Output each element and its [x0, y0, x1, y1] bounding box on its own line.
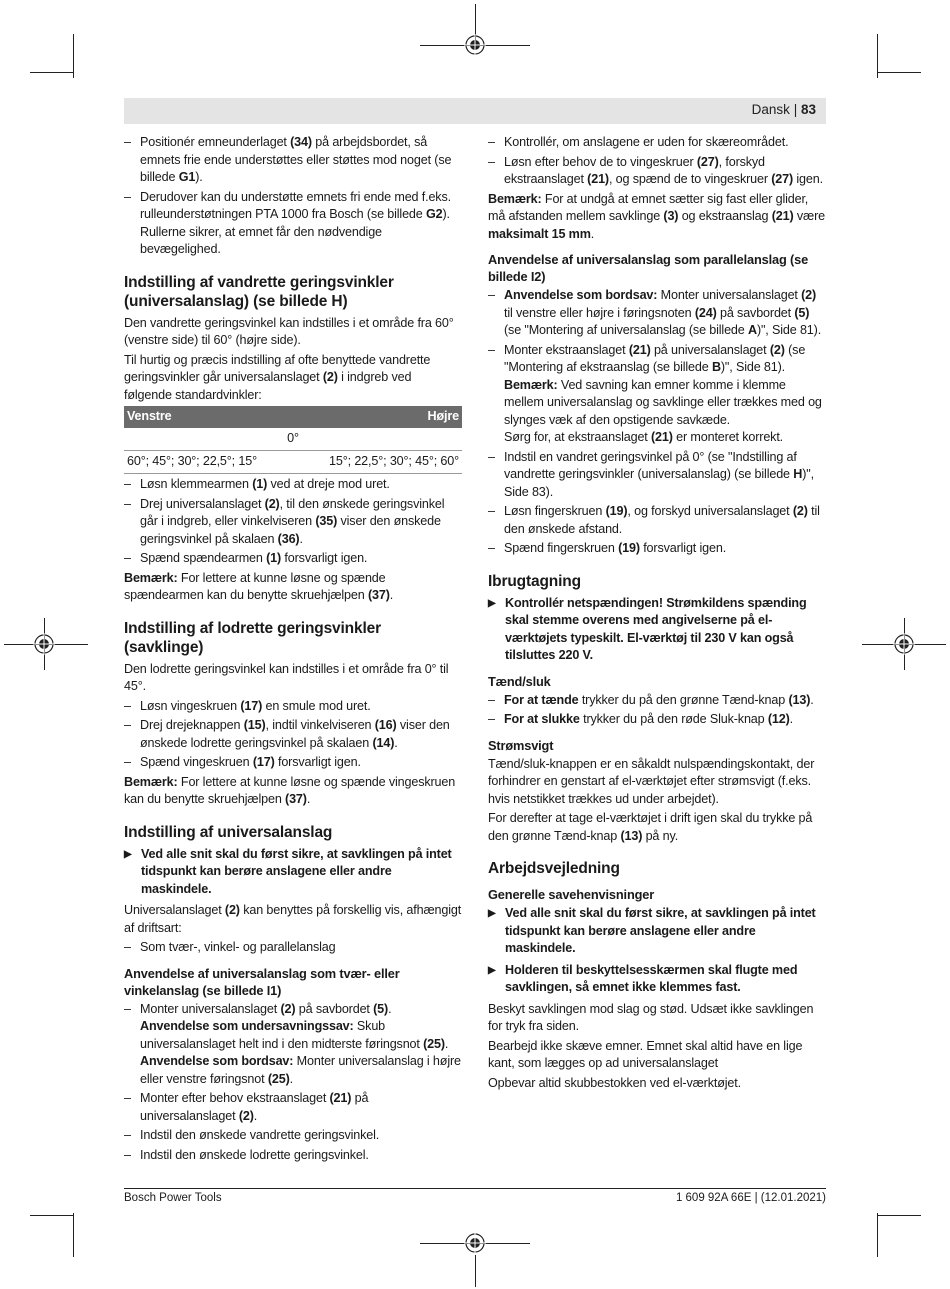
bold-run: For at slukke [504, 712, 580, 726]
paragraph: Tænd/sluk-knappen er en såkaldt nulspændingskontakt, der forhindrer en genstart af el-værktøjet efter strømsvigt (f.eks. hvis netstikket trækkes ud under arbejdet). [488, 756, 815, 806]
paragraph: Beskyt savklingen mod slag og stød. Udsæt ikke savklingen for tryk fra siden. [488, 1001, 814, 1033]
list-item: – Spænd vingeskruen (17) forsvarligt igen. [124, 754, 462, 772]
bold-run: (17) [252, 755, 275, 769]
table-header-row [124, 406, 462, 428]
bold-run: (3) [663, 209, 679, 223]
bold-run: For at tænde [504, 692, 579, 707]
bold-run: (37) [367, 588, 390, 602]
list-item: – Positionér emneunderlaget (34) på arbejdsbordet, så emnets frie ende understøttes eller støttes mod noget (se billede G1). [124, 134, 462, 187]
list-item: – Derudover kan du understøtte emnets fri ende med f.eks. rulleunderstøtningen PTA 1000 fra Bosch (se billede G2). Rullerne sikrer, at emnet får den nødvendige bevægelighed. [124, 189, 462, 259]
list-item: – Løsn klemmearmen (1) ved at dreje mod uret. [124, 476, 462, 494]
bold-run: (27) [771, 172, 794, 186]
crop-mark [30, 1215, 74, 1216]
note: Bemærk: For lettere at kunne løsne og spænde vingeskruen kan du benytte skruehjælpen (37). [124, 774, 456, 806]
safety-warning: ▶ Holderen til beskyttelsesskærmen skal flugte med savklingen, så emnet ikke klemmes fast. [488, 962, 826, 997]
table-header-right: Højre [293, 406, 462, 428]
table-header-left: Venstre [124, 406, 293, 428]
bold-run: (15) [243, 718, 266, 732]
safety-warning: ▶ Ved alle snit skal du først sikre, at savklingen på intet tidspunkt kan berøre anslagene eller andre maskindele. [488, 905, 826, 958]
subsection-heading-power-failure: Strømsvigt [488, 737, 554, 753]
footer-rule [124, 1188, 826, 1189]
standard-angles-table [124, 406, 462, 474]
bold-run: (5) [794, 305, 810, 320]
list-item: – Drej universalanslaget (2), til den ønskede geringsvinkel går i indgreb, eller vinkelviseren (35) viser den ønskede geringsvinkel på skalaen (36). [124, 496, 462, 549]
bold-run: (2) [238, 1108, 254, 1123]
section-heading-start-up: Ibrugtagning [488, 572, 581, 590]
section-heading-working-advice: Arbejdsvejledning [488, 860, 620, 877]
paragraph: For derefter at tage el-værktøjet i drift igen skal du trykke på den grønne Tænd-knap (13) på ny. [488, 811, 813, 843]
bold-run: (21) [587, 172, 609, 186]
registration-target-icon [464, 1232, 486, 1254]
bold-run: (34) [290, 135, 312, 149]
bold-run: (2) [264, 496, 280, 511]
subsection-heading-cross-fence: Anvendelse af universalanslag som tvær- eller vinkelanslag (se billede I1) [124, 965, 400, 998]
bold-run: (21) [329, 1091, 352, 1105]
bold-run: Bemærk: [124, 570, 178, 585]
bold-run: (35) [315, 514, 338, 528]
bold-run: H [793, 467, 803, 481]
bold-run: (2) [322, 370, 338, 384]
bold-run: Bemærk: [488, 191, 542, 206]
bold-run: (19) [605, 504, 628, 518]
table-row [124, 451, 462, 474]
list-item: – Spænd fingerskruen (19) forsvarligt igen. [488, 540, 826, 558]
list-item: – Løsn fingerskruen (19), og forskyd universalanslaget (2) til den ønskede afstand. [488, 503, 826, 538]
bold-run: (16) [374, 718, 397, 732]
table-cell-left: 60°; 45°; 30°; 22,5°; 15° [124, 451, 293, 474]
header-separator: | [793, 102, 798, 117]
page-header [124, 98, 826, 124]
registration-target-icon [464, 34, 486, 56]
paragraph: Opbevar altid skubbestokken ved el-værktøjet. [488, 1075, 741, 1090]
crop-mark [877, 1215, 921, 1216]
registration-target-icon [33, 633, 55, 655]
crop-mark [475, 1255, 476, 1287]
list-item: – Indstil en vandret geringsvinkel på 0° (se "Indstilling af vandrette geringsvinkler (universalanslag) (se billede H)", Side 83). [488, 449, 826, 502]
bold-run: (37) [285, 792, 307, 806]
paragraph: Til hurtig og præcis indstilling af ofte benyttede vandrette geringsvinkler går universalanslaget (2) i indgreb ved følgende standardvinkler: [124, 352, 431, 402]
table-row [124, 428, 462, 451]
bold-run: G1 [178, 170, 196, 184]
subsection-heading-general-sawing: Generelle savehenvisninger [488, 887, 655, 902]
note: Bemærk: For at undgå at emnet sætter sig fast eller glider, må afstanden mellem savklinge (3) og ekstraanslag (21) være maksimalt 15 mm. [488, 191, 825, 241]
bold-run: Bemærk: [124, 774, 178, 789]
list-item: – Monter universalanslaget (2) på savbordet (5). Anvendelse som undersavningssav: Skub universalanslaget helt ind i den midterste føringsnot (25). Anvendelse som bordsav: Monter universalanslag i højre eller venstre føringsnot (25). [124, 1001, 462, 1089]
right-column [488, 134, 826, 1094]
bold-run: (36) [277, 531, 300, 546]
bold-run: maksimalt 15 mm [488, 226, 591, 241]
list-item: – Monter efter behov ekstraanslaget (21) på universalanslaget (2). [124, 1090, 462, 1125]
registration-target-icon [893, 633, 915, 655]
bold-run: (14) [372, 735, 395, 750]
table-cell-center: 0° [124, 428, 462, 451]
left-column [124, 134, 462, 1166]
bold-run: (2) [224, 903, 240, 917]
header-language: Dansk [751, 102, 790, 117]
bold-run: (1) [252, 477, 268, 491]
subsection-heading-on-off: Tænd/sluk [488, 673, 551, 689]
bold-run: (21) [771, 209, 794, 223]
paragraph: Den lodrette geringsvinkel kan indstilles i et område fra 0° til 45°. [124, 661, 449, 693]
bold-run: (2) [792, 504, 808, 518]
safety-warning: ▶ Ved alle snit skal du først sikre, at savklingen på intet tidspunkt kan berøre anslagene eller andre maskindele. [124, 846, 462, 899]
list-item: – Monter ekstraanslaget (21) på universalanslaget (2) (se "Montering af ekstraanslag (se billede B)", Side 81). Bemærk: Ved savning kan emner komme i klemme mellem universalanslag og savklinge eller trækkes med og slynges væk af den opstigende savkæde. Sørg for, at ekstraanslaget (21) er monteret korrekt. [488, 342, 826, 447]
crop-mark [877, 1213, 878, 1257]
bold-run: A [747, 323, 757, 337]
bold-run: (1) [266, 551, 282, 565]
bold-run: (2) [801, 288, 817, 302]
footer-brand: Bosch Power Tools [124, 1192, 222, 1204]
subsection-heading-parallel-fence: Anvendelse af universalanslag som parallelanslag (se billede I2) [488, 252, 809, 284]
crop-mark [73, 1213, 74, 1257]
bold-run: (17) [240, 698, 263, 713]
bold-run: (21) [651, 430, 673, 444]
crop-mark [30, 72, 74, 73]
bold-run: Anvendelse som bordsav: [140, 1054, 294, 1068]
bold-run: (13) [620, 828, 643, 843]
table-cell-right: 15°; 22,5°; 30°; 45°; 60° [293, 451, 462, 474]
page-number: 83 [800, 102, 816, 117]
bold-run: B [711, 360, 721, 374]
list-item: – Spænd spændearmen (1) forsvarligt igen. [124, 550, 462, 568]
paragraph: Universalanslaget (2) kan benyttes på forskellig vis, afhængigt af driftsart: [124, 903, 462, 935]
bold-run: (12) [767, 712, 790, 726]
bold-run: (21) [628, 342, 651, 357]
list-item: – Løsn efter behov de to vingeskruer (27), forskyd ekstraanslaget (21), og spænd de to vingeskruer (27) igen. [488, 154, 826, 189]
bold-run: (25) [423, 1036, 445, 1051]
bold-run: Anvendelse som bordsav: [504, 288, 658, 302]
crop-mark [877, 72, 921, 73]
list-item: – Løsn vingeskruen (17) en smule mod uret. [124, 698, 462, 716]
section-heading-horizontal-angles: Indstilling af vandrette geringsvinkler (universalanslag) (se billede H) [124, 273, 394, 310]
list-item: – Indstil den ønskede vandrette geringsvinkel. [124, 1127, 462, 1145]
list-item: – Kontrollér, om anslagene er uden for skæreområdet. [488, 134, 826, 152]
bold-run: (2) [769, 342, 785, 357]
list-item: – Anvendelse som bordsav: Monter universalanslaget (2) til venstre eller højre i føringsnoten (24) på savbordet (5) (se "Montering af universalanslag (se billede A)", Side 81). [488, 287, 826, 340]
list-item: – Drej drejeknappen (15), indtil vinkelviseren (16) viser den ønskede lodrette geringsvinkel på skalaen (14). [124, 717, 462, 752]
bold-run: G2 [426, 207, 443, 221]
bold-run: Anvendelse som undersavningssav: [140, 1019, 354, 1033]
section-heading-vertical-angles: Indstilling af lodrette geringsvinkler (savklinge) [124, 619, 381, 656]
footer-doc-number: 1 609 92A 66E | (12.01.2021) [675, 1192, 826, 1204]
bold-run: (5) [373, 1001, 389, 1016]
list-item: – For at tænde trykker du på den grønne Tænd-knap (13). [488, 692, 826, 710]
list-item: – Indstil den ønskede lodrette geringsvinkel. [124, 1147, 462, 1165]
paragraph: Den vandrette geringsvinkel kan indstilles i et område fra 60° (venstre side) til 60° (højre side). [124, 315, 454, 347]
bold-run: (2) [280, 1001, 296, 1016]
safety-warning: ▶ Kontrollér netspændingen! Strømkildens spænding skal stemme overens med angivelserne på el-værktøjets typeskilt. El-værktøj til 230 V kan også tilsluttes 220 V. [488, 595, 826, 665]
page-header-text [752, 102, 826, 117]
bold-run: (13) [788, 692, 811, 707]
list-item: – For at slukke trykker du på den røde Sluk-knap (12). [488, 711, 826, 729]
section-heading-universal-fence: Indstilling af universalanslag [124, 823, 333, 841]
bold-run: (27) [696, 154, 719, 169]
list-item: – Som tvær-, vinkel- og parallelanslag [124, 939, 462, 957]
bold-run: (19) [618, 541, 640, 555]
bold-run: Bemærk: [504, 377, 558, 392]
bold-run: (25) [267, 1071, 290, 1086]
note: Bemærk: For lettere at kunne løsne og spænde spændearmen kan du benytte skruehjælpen (37). [124, 570, 394, 602]
bold-run: (24) [694, 305, 717, 320]
paragraph: Bearbejd ikke skæve emner. Emnet skal altid have en lige kant, som lægges op ad universalanslaget [488, 1038, 803, 1070]
